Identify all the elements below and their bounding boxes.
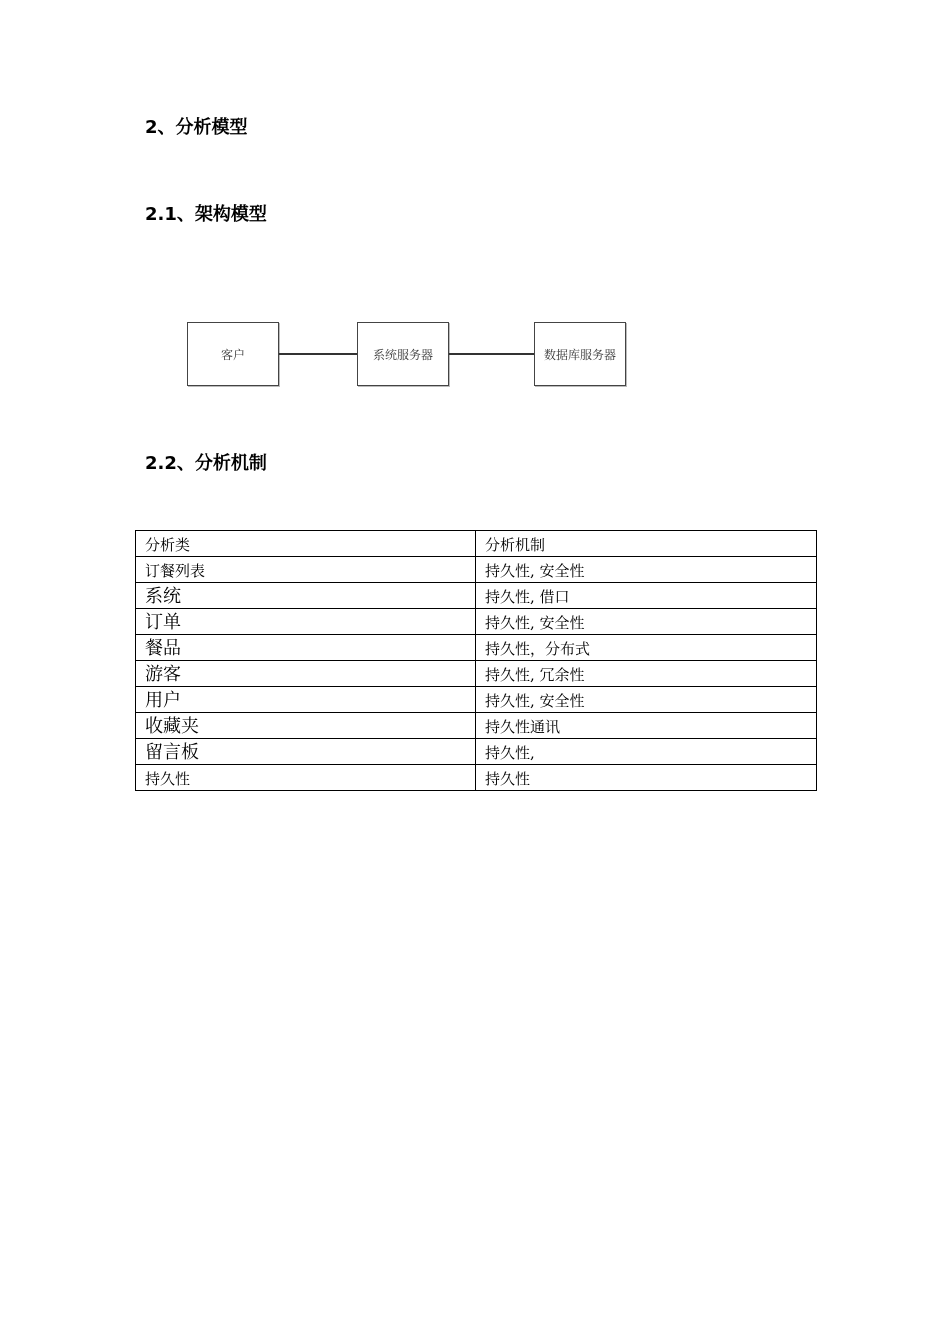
table-row [136,765,817,791]
table-row [136,739,817,765]
database-server-node: 数据库服务器 [534,322,626,386]
class-cell: 餐品 [136,635,476,661]
table-row [136,661,817,687]
connector-system-database [449,353,534,355]
mechanism-cell: 持久性通讯 [476,713,817,739]
mechanism-cell: 持久性, [476,739,817,765]
mechanism-cell: 持久性, 冗余性 [476,661,817,687]
connector-client-system [279,353,357,355]
architecture-heading: 2.1、架构模型 [145,204,267,225]
table-row [136,583,817,609]
mechanism-cell: 持久性, 借口 [476,583,817,609]
class-cell: 游客 [136,661,476,687]
table-row [136,557,817,583]
section-heading: 2、分析模型 [145,117,248,138]
client-node: 客户 [187,322,279,386]
class-cell: 订单 [136,609,476,635]
class-cell: 用户 [136,687,476,713]
table-row [136,609,817,635]
mechanism-cell: 持久性, 安全性 [476,557,817,583]
header-cell-mechanism: 分析机制 [476,531,817,557]
table-header-row [136,531,817,557]
system-server-node: 系统服务器 [357,322,449,386]
mechanism-table [135,530,817,791]
mechanism-cell: 持久性，分布式 [476,635,817,661]
class-cell: 收藏夹 [136,713,476,739]
table-row [136,687,817,713]
header-cell-class: 分析类 [136,531,476,557]
class-cell: 留言板 [136,739,476,765]
class-cell: 系统 [136,583,476,609]
table-row [136,713,817,739]
mechanism-cell: 持久性 [476,765,817,791]
mechanism-cell: 持久性, 安全性 [476,609,817,635]
mechanism-heading: 2.2、分析机制 [145,453,267,474]
class-cell: 订餐列表 [136,557,476,583]
table-row [136,635,817,661]
class-cell: 持久性 [136,765,476,791]
mechanism-cell: 持久性, 安全性 [476,687,817,713]
